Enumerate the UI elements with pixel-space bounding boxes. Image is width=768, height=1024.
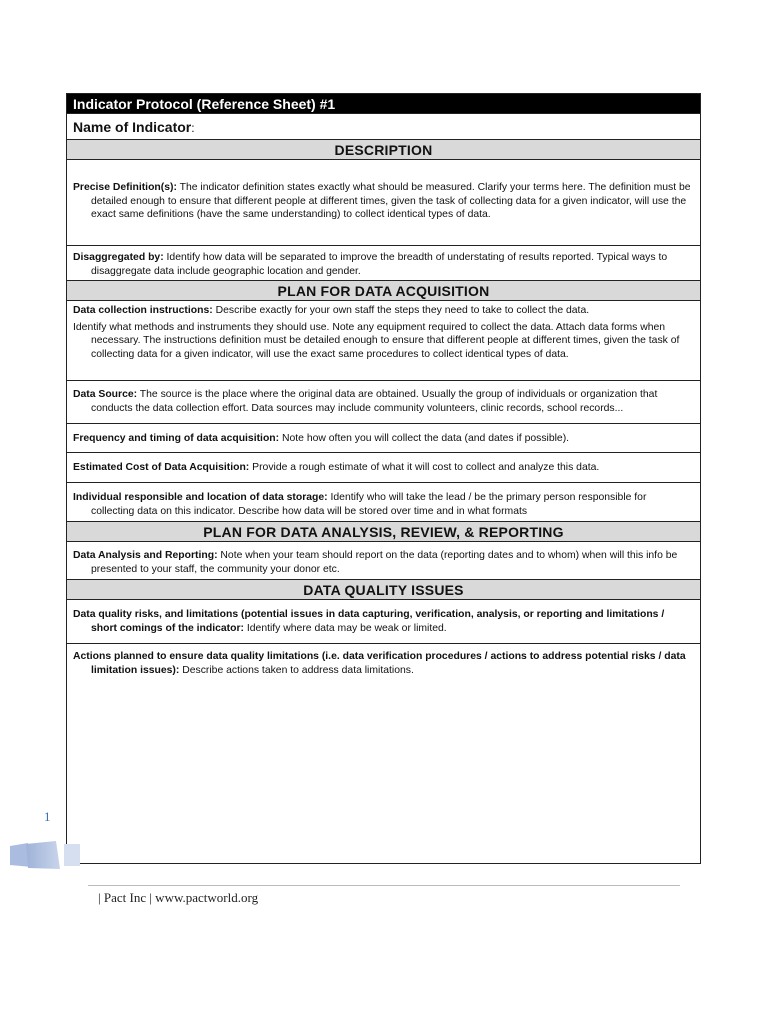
quality-risks-cell	[67, 600, 700, 644]
actions-planned-label: Actions planned to ensure data quality limitations (i.e. data verification procedures / actions to address potential risks / data limitation issues):	[73, 651, 686, 676]
analysis-reporting-text: Note when your team should report on the data (reporting dates and to whom) when will this info be presented to your staff, the community your donor etc.	[91, 550, 678, 575]
corner-shape-right	[64, 844, 80, 866]
precise-definition-cell	[67, 160, 700, 246]
data-collection-cell	[67, 301, 700, 381]
section-data-acquisition: PLAN FOR DATA ACQUISITION	[67, 281, 700, 301]
name-of-indicator-label: Name of Indicator	[73, 119, 192, 135]
name-of-indicator-colon: :	[191, 121, 195, 135]
sheet-title: Indicator Protocol (Reference Sheet) #1	[67, 94, 700, 114]
quality-risks-label: Data quality risks, and limitations (potential issues in data capturing, verification, analysis, or reporting and limitations / short comings of the indicator:	[73, 609, 665, 634]
page-number: 1	[44, 809, 51, 824]
individual-responsible-label: Individual responsible and location of data storage:	[73, 492, 328, 503]
corner-shape-middle	[26, 841, 60, 869]
frequency-text: Note how often you will collect the data (and dates if possible).	[279, 433, 570, 444]
section-description: DESCRIPTION	[67, 140, 700, 160]
data-source-cell	[67, 381, 700, 424]
section-data-analysis: PLAN FOR DATA ANALYSIS, REVIEW, & REPORTING	[67, 522, 700, 542]
section-data-quality: DATA QUALITY ISSUES	[67, 580, 700, 600]
footer-text: | Pact Inc | www.pactworld.org	[98, 890, 259, 905]
frequency-cell	[67, 424, 700, 453]
estimated-cost-cell	[67, 453, 700, 483]
individual-responsible-cell	[67, 483, 700, 522]
page-corner-decoration	[8, 841, 80, 869]
individual-responsible-text: Identify who will take the lead / be the primary person responsible for collecting data on this indicator. Describe how data will be stored over time and in what formats	[91, 492, 647, 517]
analysis-reporting-label: Data Analysis and Reporting:	[73, 550, 218, 561]
disaggregated-by-cell	[67, 246, 700, 281]
disaggregated-by-text: Identify how data will be separated to improve the breadth of understating of results reported. Typical ways to disaggregate data include geographic location and gender.	[91, 252, 668, 277]
quality-risks-text: Identify where data may be weak or limited.	[243, 622, 447, 634]
data-source-text: The source is the place where the original data are obtained. Usually the group of individuals or organization that conducts the data collection effort. Data sources may include community volunteers, clinic records, school records...	[91, 389, 658, 414]
indicator-protocol-sheet	[66, 93, 701, 864]
data-collection-text: Describe exactly for your own staff the steps they need to take to collect the data.	[212, 305, 590, 316]
name-of-indicator-row	[67, 114, 700, 140]
data-collection-text-2: Identify what methods and instruments they should use. Note any equipment required to collect the data. Attach data forms when necessary. The instructions definition must be detailed enough to ensure that different people at different times, given the task of collecting data for a given indicator, will use the exact same procedures to collect identical types of data.	[73, 321, 680, 360]
data-collection-label: Data collection instructions:	[73, 305, 213, 316]
precise-definition-label: Precise Definition(s):	[73, 182, 177, 193]
disaggregated-by-label: Disaggregated by:	[73, 252, 164, 263]
actions-planned-cell	[67, 644, 700, 850]
frequency-label: Frequency and timing of data acquisition:	[73, 433, 280, 444]
footer-rule	[88, 885, 680, 886]
analysis-reporting-cell	[67, 542, 700, 580]
estimated-cost-text: Provide a rough estimate of what it will cost to collect and analyze this data.	[249, 462, 600, 473]
estimated-cost-label: Estimated Cost of Data Acquisition:	[73, 462, 250, 473]
data-source-label: Data Source:	[73, 389, 138, 400]
actions-planned-text: Describe actions taken to address data limitations.	[179, 664, 414, 676]
precise-definition-text: The indicator definition states exactly what should be measured. Clarify your terms here. The definition must be detailed enough to ensure that different people at different times, given the task of collecting data for a given indicator, will use the exact same definitions (have the same understanding) to collect identical types of data.	[91, 182, 691, 220]
